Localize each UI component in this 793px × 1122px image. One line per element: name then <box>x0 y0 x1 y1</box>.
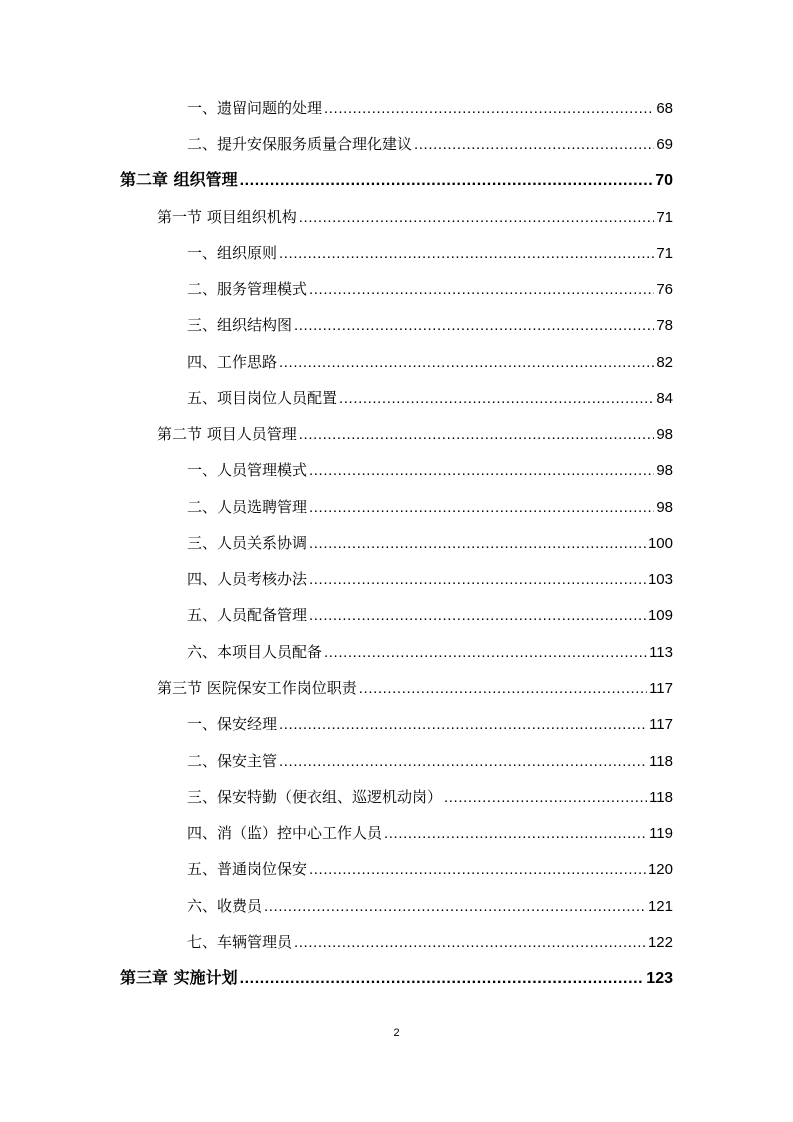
toc-entry-page: 70 <box>655 172 673 189</box>
toc-entry-page: 68 <box>656 100 673 117</box>
toc-entry-title: 七、车辆管理员 <box>187 933 293 951</box>
toc-entry-page: 119 <box>649 825 673 842</box>
toc-entry[interactable] <box>187 785 673 809</box>
toc-entry-title: 四、消（监）控中心工作人员 <box>187 824 383 842</box>
toc-entry[interactable] <box>187 313 673 337</box>
toc-leader-dots <box>279 351 654 375</box>
toc-leader-dots <box>309 858 646 882</box>
toc-entry-title: 一、人员管理模式 <box>187 461 308 479</box>
toc-leader-dots <box>279 750 647 774</box>
toc-entry-page: 118 <box>649 789 673 806</box>
toc-entry-page: 100 <box>647 535 673 552</box>
toc-chapter-entry[interactable] <box>120 168 673 192</box>
toc-entry-title: 二、提升安保服务质量合理化建议 <box>187 135 413 153</box>
toc-entry-title: 二、保安主管 <box>187 752 278 770</box>
toc-entry-title: 三、组织结构图 <box>187 316 293 334</box>
toc-entry-page: 71 <box>656 245 673 262</box>
toc-entry[interactable] <box>187 640 673 664</box>
toc-entry-page: 98 <box>656 499 673 516</box>
toc-entry-page: 113 <box>649 644 673 661</box>
toc-chapter-entry[interactable] <box>120 966 673 990</box>
toc-entry-title: 第三节 医院保安工作岗位职责 <box>157 679 357 697</box>
toc-entry-page: 121 <box>647 898 673 915</box>
toc-entry[interactable] <box>187 749 673 773</box>
toc-entry-title: 一、保安经理 <box>187 715 278 733</box>
toc-leader-dots <box>279 713 647 737</box>
toc-leader-dots <box>279 242 654 266</box>
toc-entry-page: 122 <box>647 934 673 951</box>
toc-entry[interactable] <box>187 857 673 881</box>
toc-entry[interactable] <box>187 603 673 627</box>
toc-leader-dots <box>339 387 654 411</box>
toc-leader-dots <box>414 133 654 157</box>
toc-entry[interactable] <box>187 531 673 555</box>
toc-entry-title: 五、普通岗位保安 <box>187 860 308 878</box>
toc-entry[interactable] <box>187 894 673 918</box>
toc-entry-title: 四、人员考核办法 <box>187 570 308 588</box>
toc-entry[interactable] <box>187 458 673 482</box>
toc-entry-page: 84 <box>656 390 673 407</box>
toc-entry-page: 117 <box>649 716 673 733</box>
toc-entry[interactable] <box>187 821 673 845</box>
toc-entry-title: 五、人员配备管理 <box>187 606 308 624</box>
toc-entry-page: 117 <box>649 680 673 697</box>
toc-entry[interactable] <box>187 241 673 265</box>
toc-entry-page: 76 <box>656 281 673 298</box>
toc-section-entry[interactable] <box>157 205 673 229</box>
toc-entry-page: 98 <box>656 426 673 443</box>
toc-leader-dots <box>309 568 646 592</box>
toc-entry-title: 第一节 项目组织机构 <box>157 208 297 226</box>
toc-entry-title: 二、人员选聘管理 <box>187 498 308 516</box>
toc-entry-page: 118 <box>649 753 673 770</box>
toc-leader-dots <box>309 532 646 556</box>
toc-leader-dots <box>299 206 655 230</box>
toc-leader-dots <box>294 314 654 338</box>
toc-entry[interactable] <box>187 132 673 156</box>
page-number: 2 <box>393 1027 400 1039</box>
toc-entry-title: 六、本项目人员配备 <box>187 643 323 661</box>
toc-entry[interactable] <box>187 930 673 954</box>
toc-entry-page: 98 <box>656 462 673 479</box>
toc-entry-title: 二、服务管理模式 <box>187 280 308 298</box>
toc-entry-page: 78 <box>656 317 673 334</box>
toc-entry[interactable] <box>187 350 673 374</box>
toc-entry-title: 五、项目岗位人员配置 <box>187 389 338 407</box>
toc-section-entry[interactable] <box>157 422 673 446</box>
toc-leader-dots <box>309 278 654 302</box>
toc-leader-dots <box>240 169 654 193</box>
toc-entry-title: 三、人员关系协调 <box>187 534 308 552</box>
toc-entry-title: 第三章 实施计划 <box>120 968 238 987</box>
toc-entry-title: 一、遗留问题的处理 <box>187 99 323 117</box>
toc-entry[interactable] <box>187 712 673 736</box>
toc-entry[interactable] <box>187 567 673 591</box>
toc-entry[interactable] <box>187 277 673 301</box>
toc-leader-dots <box>359 677 647 701</box>
toc-entry-title: 四、工作思路 <box>187 353 278 371</box>
toc-leader-dots <box>309 604 646 628</box>
toc-leader-dots <box>444 786 647 810</box>
toc-leader-dots <box>299 423 655 447</box>
toc-entry-title: 第二章 组织管理 <box>120 170 238 189</box>
toc-section-entry[interactable] <box>157 676 673 700</box>
toc-entry-title: 六、收费员 <box>187 897 263 915</box>
toc-entry[interactable] <box>187 386 673 410</box>
toc-entry-page: 120 <box>647 861 673 878</box>
toc-entry-page: 109 <box>647 607 673 624</box>
toc-leader-dots <box>309 459 654 483</box>
toc-leader-dots <box>384 822 647 846</box>
toc-entry-page: 123 <box>646 970 673 987</box>
toc-entry-page: 82 <box>656 354 673 371</box>
toc-entry-page: 69 <box>656 136 673 153</box>
toc-entry-page: 103 <box>647 571 673 588</box>
toc-leader-dots <box>324 97 654 121</box>
toc-leader-dots <box>294 931 646 955</box>
toc-leader-dots <box>240 967 645 991</box>
toc-entry-title: 第二节 项目人员管理 <box>157 425 297 443</box>
toc-entry-title: 一、组织原则 <box>187 244 278 262</box>
toc-entry[interactable] <box>187 495 673 519</box>
toc-leader-dots <box>264 895 646 919</box>
toc-entry-page: 71 <box>656 209 673 226</box>
toc-entry[interactable] <box>187 96 673 120</box>
toc-entry-title: 三、保安特勤（便衣组、巡逻机动岗） <box>187 788 443 806</box>
toc-leader-dots <box>324 641 647 665</box>
toc-leader-dots <box>309 496 654 520</box>
